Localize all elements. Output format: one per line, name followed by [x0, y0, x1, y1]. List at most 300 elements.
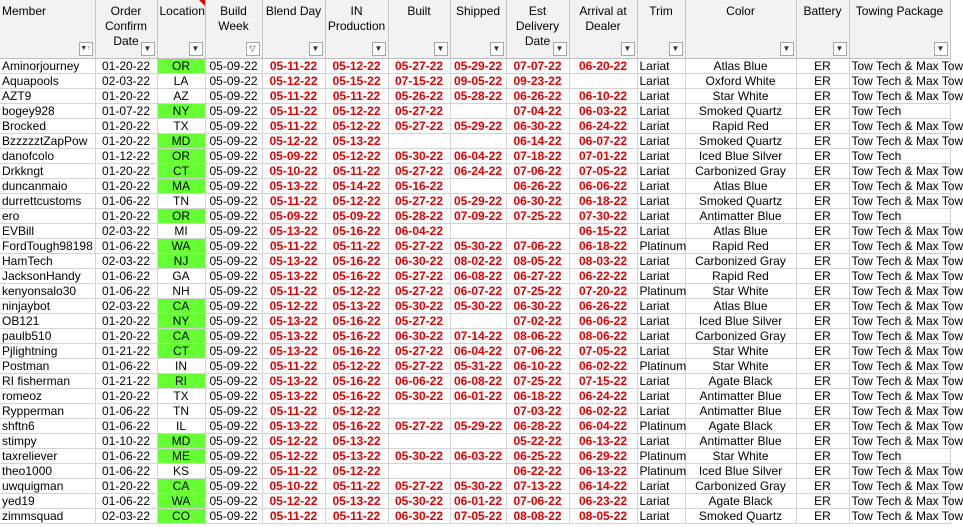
trim-cell[interactable]: Lariat — [637, 193, 685, 208]
est-delivery-cell[interactable]: 06-14-22 — [506, 133, 569, 148]
order-date-cell[interactable]: 01-20-22 — [95, 58, 157, 73]
location-cell[interactable]: IL — [157, 418, 205, 433]
blend-day-cell[interactable]: 05-13-22 — [262, 328, 325, 343]
member-cell[interactable]: theo1000 — [0, 463, 95, 478]
location-cell[interactable]: CA — [157, 298, 205, 313]
build-week-cell[interactable]: 05-09-22 — [205, 58, 262, 73]
built-cell[interactable]: 07-15-22 — [388, 73, 450, 88]
towing-package-cell[interactable]: Tow Tech & Max Tow — [849, 313, 950, 328]
location-cell[interactable]: TX — [157, 388, 205, 403]
battery-cell[interactable]: ER — [796, 433, 849, 448]
member-cell[interactable]: Rypperman — [0, 403, 95, 418]
in-production-cell[interactable]: 05-16-22 — [325, 328, 388, 343]
towing-package-cell[interactable]: Tow Tech & Max Tow — [849, 343, 950, 358]
location-cell[interactable]: CO — [157, 508, 205, 523]
blend-day-cell[interactable]: 05-13-22 — [262, 418, 325, 433]
color-cell[interactable]: Smoked Quartz — [685, 193, 796, 208]
shipped-cell[interactable]: 05-30-22 — [450, 478, 506, 493]
location-cell[interactable]: WA — [157, 493, 205, 508]
est-delivery-cell[interactable] — [506, 223, 569, 238]
build-week-cell[interactable]: 05-09-22 — [205, 268, 262, 283]
blend-day-cell[interactable]: 05-13-22 — [262, 253, 325, 268]
in-production-cell[interactable]: 05-12-22 — [325, 118, 388, 133]
trim-cell[interactable]: Lariat — [637, 103, 685, 118]
member-cell[interactable]: ninjaybot — [0, 298, 95, 313]
in-production-cell[interactable]: 05-12-22 — [325, 283, 388, 298]
blend-day-cell[interactable]: 05-11-22 — [262, 58, 325, 73]
built-cell[interactable]: 05-27-22 — [388, 343, 450, 358]
location-cell[interactable]: MD — [157, 433, 205, 448]
order-date-cell[interactable]: 01-07-22 — [95, 103, 157, 118]
blend-day-cell[interactable]: 05-11-22 — [262, 358, 325, 373]
shipped-cell[interactable]: 07-05-22 — [450, 508, 506, 523]
est-delivery-cell[interactable]: 06-27-22 — [506, 268, 569, 283]
arrival-cell[interactable]: 06-18-22 — [569, 238, 637, 253]
trim-cell[interactable]: Lariat — [637, 223, 685, 238]
arrival-cell[interactable]: 06-10-22 — [569, 88, 637, 103]
battery-cell[interactable]: ER — [796, 328, 849, 343]
order-date-cell[interactable]: 01-20-22 — [95, 88, 157, 103]
member-cell[interactable]: EVBill — [0, 223, 95, 238]
order-date-cell[interactable]: 01-20-22 — [95, 208, 157, 223]
towing-package-cell[interactable]: Tow Tech & Max Tow — [849, 73, 950, 88]
location-cell[interactable]: TN — [157, 193, 205, 208]
member-cell[interactable]: ero — [0, 208, 95, 223]
build-week-cell[interactable]: 05-09-22 — [205, 418, 262, 433]
est-delivery-cell[interactable]: 09-23-22 — [506, 73, 569, 88]
trim-cell[interactable]: Lariat — [637, 73, 685, 88]
build-week-cell[interactable]: 05-09-22 — [205, 373, 262, 388]
color-cell[interactable]: Star White — [685, 343, 796, 358]
towing-package-cell[interactable]: Tow Tech & Max Tow — [849, 163, 950, 178]
dropdown-filter-icon[interactable]: ▼ — [434, 42, 448, 56]
battery-cell[interactable]: ER — [796, 343, 849, 358]
est-delivery-cell[interactable]: 07-13-22 — [506, 478, 569, 493]
location-cell[interactable]: OR — [157, 148, 205, 163]
member-cell[interactable]: duncanmaio — [0, 178, 95, 193]
battery-cell[interactable]: ER — [796, 298, 849, 313]
member-cell[interactable]: taxreliever — [0, 448, 95, 463]
color-cell[interactable]: Iced Blue Silver — [685, 313, 796, 328]
built-cell[interactable]: 05-28-22 — [388, 208, 450, 223]
shipped-cell[interactable]: 06-08-22 — [450, 268, 506, 283]
column-header-build-week[interactable] — [205, 0, 262, 58]
order-date-cell[interactable]: 01-21-22 — [95, 343, 157, 358]
color-cell[interactable]: Carbonized Gray — [685, 328, 796, 343]
order-date-cell[interactable]: 01-10-22 — [95, 433, 157, 448]
blend-day-cell[interactable]: 05-11-22 — [262, 508, 325, 523]
arrival-cell[interactable]: 06-24-22 — [569, 388, 637, 403]
color-cell[interactable]: Star White — [685, 358, 796, 373]
color-cell[interactable]: Smoked Quartz — [685, 133, 796, 148]
shipped-cell[interactable]: 05-30-22 — [450, 238, 506, 253]
arrival-cell[interactable]: 06-29-22 — [569, 448, 637, 463]
towing-package-cell[interactable]: Tow Tech & Max Tow — [849, 403, 950, 418]
shipped-cell[interactable]: 05-28-22 — [450, 88, 506, 103]
column-header-shipped[interactable] — [450, 0, 506, 58]
towing-package-cell[interactable]: Tow Tech & Max Tow — [849, 88, 950, 103]
column-header-battery[interactable] — [796, 0, 849, 58]
towing-package-cell[interactable]: Tow Tech & Max Tow — [849, 373, 950, 388]
trim-cell[interactable]: Lariat — [637, 133, 685, 148]
trim-cell[interactable]: Lariat — [637, 298, 685, 313]
est-delivery-cell[interactable]: 07-06-22 — [506, 163, 569, 178]
blend-day-cell[interactable]: 05-11-22 — [262, 118, 325, 133]
color-cell[interactable]: Carbonized Gray — [685, 163, 796, 178]
member-cell[interactable]: Aminorjourney — [0, 58, 95, 73]
towing-package-cell[interactable]: Tow Tech & Max Tow — [849, 58, 950, 73]
trim-cell[interactable]: Platinum — [637, 238, 685, 253]
order-date-cell[interactable]: 01-21-22 — [95, 373, 157, 388]
location-cell[interactable]: NH — [157, 283, 205, 298]
location-cell[interactable]: WA — [157, 238, 205, 253]
arrival-cell[interactable]: 06-23-22 — [569, 493, 637, 508]
in-production-cell[interactable]: 05-12-22 — [325, 103, 388, 118]
arrival-cell[interactable]: 06-02-22 — [569, 403, 637, 418]
arrival-cell[interactable]: 08-05-22 — [569, 508, 637, 523]
member-cell[interactable]: Postman — [0, 358, 95, 373]
build-week-cell[interactable]: 05-09-22 — [205, 148, 262, 163]
blend-day-cell[interactable]: 05-13-22 — [262, 343, 325, 358]
order-date-cell[interactable]: 01-20-22 — [95, 328, 157, 343]
blend-day-cell[interactable]: 05-12-22 — [262, 433, 325, 448]
built-cell[interactable]: 05-27-22 — [388, 58, 450, 73]
towing-package-cell[interactable]: Tow Tech — [849, 208, 950, 223]
shipped-cell[interactable] — [450, 223, 506, 238]
est-delivery-cell[interactable]: 06-26-22 — [506, 88, 569, 103]
order-date-cell[interactable]: 01-20-22 — [95, 133, 157, 148]
dropdown-filter-icon[interactable]: ▼ — [780, 42, 794, 56]
towing-package-cell[interactable]: Tow Tech & Max Tow — [849, 253, 950, 268]
est-delivery-cell[interactable]: 06-26-22 — [506, 178, 569, 193]
build-week-cell[interactable]: 05-09-22 — [205, 448, 262, 463]
blend-day-cell[interactable]: 05-09-22 — [262, 208, 325, 223]
column-header-blend-day[interactable] — [262, 0, 325, 58]
build-week-cell[interactable]: 05-09-22 — [205, 238, 262, 253]
blend-day-cell[interactable]: 05-12-22 — [262, 448, 325, 463]
shipped-cell[interactable]: 06-04-22 — [450, 343, 506, 358]
order-date-cell[interactable]: 01-06-22 — [95, 463, 157, 478]
build-week-cell[interactable]: 05-09-22 — [205, 298, 262, 313]
trim-cell[interactable]: Lariat — [637, 148, 685, 163]
order-date-cell[interactable]: 01-06-22 — [95, 448, 157, 463]
shipped-cell[interactable] — [450, 103, 506, 118]
location-cell[interactable]: CA — [157, 478, 205, 493]
battery-cell[interactable]: ER — [796, 208, 849, 223]
est-delivery-cell[interactable]: 08-08-22 — [506, 508, 569, 523]
in-production-cell[interactable]: 05-16-22 — [325, 253, 388, 268]
towing-package-cell[interactable]: Tow Tech & Max Tow — [849, 388, 950, 403]
color-cell[interactable]: Star White — [685, 283, 796, 298]
built-cell[interactable]: 05-27-22 — [388, 418, 450, 433]
color-cell[interactable]: Antimatter Blue — [685, 208, 796, 223]
color-cell[interactable]: Rapid Red — [685, 238, 796, 253]
in-production-cell[interactable]: 05-11-22 — [325, 238, 388, 253]
order-date-cell[interactable]: 02-03-22 — [95, 298, 157, 313]
in-production-cell[interactable]: 05-15-22 — [325, 73, 388, 88]
color-cell[interactable]: Agate Black — [685, 418, 796, 433]
arrival-cell[interactable]: 07-15-22 — [569, 373, 637, 388]
est-delivery-cell[interactable]: 07-06-22 — [506, 238, 569, 253]
trim-cell[interactable]: Lariat — [637, 433, 685, 448]
arrival-cell[interactable]: 07-05-22 — [569, 163, 637, 178]
trim-cell[interactable]: Lariat — [637, 178, 685, 193]
order-date-cell[interactable]: 01-20-22 — [95, 118, 157, 133]
towing-package-cell[interactable]: Tow Tech — [849, 148, 950, 163]
dropdown-filter-icon[interactable]: ▼ — [553, 42, 567, 56]
battery-cell[interactable]: ER — [796, 268, 849, 283]
shipped-cell[interactable] — [450, 133, 506, 148]
arrival-cell[interactable]: 06-20-22 — [569, 58, 637, 73]
member-cell[interactable]: AZT9 — [0, 88, 95, 103]
built-cell[interactable]: 05-27-22 — [388, 478, 450, 493]
color-cell[interactable]: Rapid Red — [685, 268, 796, 283]
in-production-cell[interactable]: 05-14-22 — [325, 178, 388, 193]
shipped-cell[interactable] — [450, 463, 506, 478]
color-cell[interactable]: Star White — [685, 88, 796, 103]
order-date-cell[interactable]: 02-03-22 — [95, 253, 157, 268]
built-cell[interactable]: 06-30-22 — [388, 328, 450, 343]
towing-package-cell[interactable]: Tow Tech & Max Tow — [849, 418, 950, 433]
shipped-cell[interactable]: 06-01-22 — [450, 388, 506, 403]
color-cell[interactable]: Carbonized Gray — [685, 253, 796, 268]
built-cell[interactable]: 05-30-22 — [388, 298, 450, 313]
build-week-cell[interactable]: 05-09-22 — [205, 343, 262, 358]
location-cell[interactable]: CT — [157, 343, 205, 358]
in-production-cell[interactable]: 05-12-22 — [325, 148, 388, 163]
blend-day-cell[interactable]: 05-13-22 — [262, 178, 325, 193]
battery-cell[interactable]: ER — [796, 103, 849, 118]
in-production-cell[interactable]: 05-12-22 — [325, 58, 388, 73]
battery-cell[interactable]: ER — [796, 148, 849, 163]
column-header-arrival-at-dealer[interactable] — [569, 0, 637, 58]
in-production-cell[interactable]: 05-16-22 — [325, 223, 388, 238]
build-week-cell[interactable]: 05-09-22 — [205, 358, 262, 373]
est-delivery-cell[interactable]: 06-30-22 — [506, 118, 569, 133]
trim-cell[interactable]: Lariat — [637, 508, 685, 523]
built-cell[interactable] — [388, 463, 450, 478]
arrival-cell[interactable]: 07-01-22 — [569, 148, 637, 163]
battery-cell[interactable]: ER — [796, 193, 849, 208]
est-delivery-cell[interactable]: 07-02-22 — [506, 313, 569, 328]
built-cell[interactable]: 05-27-22 — [388, 268, 450, 283]
color-cell[interactable]: Iced Blue Silver — [685, 463, 796, 478]
location-cell[interactable]: AZ — [157, 88, 205, 103]
member-cell[interactable]: zimmsquad — [0, 508, 95, 523]
color-cell[interactable]: Agate Black — [685, 373, 796, 388]
build-week-cell[interactable]: 05-09-22 — [205, 208, 262, 223]
order-date-cell[interactable]: 01-06-22 — [95, 283, 157, 298]
color-cell[interactable]: Carbonized Gray — [685, 478, 796, 493]
battery-cell[interactable]: ER — [796, 478, 849, 493]
blend-day-cell[interactable]: 05-13-22 — [262, 313, 325, 328]
towing-package-cell[interactable]: Tow Tech & Max Tow — [849, 223, 950, 238]
location-cell[interactable]: IN — [157, 358, 205, 373]
in-production-cell[interactable]: 05-12-22 — [325, 463, 388, 478]
arrival-cell[interactable]: 06-03-22 — [569, 103, 637, 118]
order-date-cell[interactable]: 01-20-22 — [95, 388, 157, 403]
built-cell[interactable]: 05-27-22 — [388, 103, 450, 118]
est-delivery-cell[interactable]: 06-10-22 — [506, 358, 569, 373]
built-cell[interactable]: 05-27-22 — [388, 313, 450, 328]
built-cell[interactable] — [388, 133, 450, 148]
trim-cell[interactable]: Lariat — [637, 118, 685, 133]
battery-cell[interactable]: ER — [796, 508, 849, 523]
column-header-est-delivery-date[interactable] — [506, 0, 569, 58]
built-cell[interactable]: 06-04-22 — [388, 223, 450, 238]
in-production-cell[interactable]: 05-11-22 — [325, 478, 388, 493]
location-cell[interactable]: MI — [157, 223, 205, 238]
member-cell[interactable]: Pjlightning — [0, 343, 95, 358]
shipped-cell[interactable]: 05-29-22 — [450, 58, 506, 73]
blend-day-cell[interactable]: 05-12-22 — [262, 298, 325, 313]
order-date-cell[interactable]: 01-20-22 — [95, 163, 157, 178]
location-cell[interactable]: ME — [157, 448, 205, 463]
est-delivery-cell[interactable]: 08-05-22 — [506, 253, 569, 268]
in-production-cell[interactable]: 05-13-22 — [325, 133, 388, 148]
in-production-cell[interactable]: 05-16-22 — [325, 313, 388, 328]
column-header-towing-package[interactable] — [849, 0, 950, 58]
trim-cell[interactable]: Lariat — [637, 493, 685, 508]
blend-day-cell[interactable]: 05-11-22 — [262, 103, 325, 118]
in-production-cell[interactable]: 05-12-22 — [325, 358, 388, 373]
battery-cell[interactable]: ER — [796, 133, 849, 148]
order-date-cell[interactable]: 01-20-22 — [95, 178, 157, 193]
color-cell[interactable]: Oxford White — [685, 73, 796, 88]
shipped-cell[interactable]: 06-07-22 — [450, 283, 506, 298]
location-cell[interactable]: GA — [157, 268, 205, 283]
build-week-cell[interactable]: 05-09-22 — [205, 508, 262, 523]
towing-package-cell[interactable]: Tow Tech & Max Tow — [849, 238, 950, 253]
battery-cell[interactable]: ER — [796, 403, 849, 418]
shipped-cell[interactable]: 05-30-22 — [450, 298, 506, 313]
shipped-cell[interactable]: 06-04-22 — [450, 148, 506, 163]
est-delivery-cell[interactable]: 06-25-22 — [506, 448, 569, 463]
order-date-cell[interactable]: 01-06-22 — [95, 268, 157, 283]
color-cell[interactable]: Atlas Blue — [685, 223, 796, 238]
arrival-cell[interactable]: 06-14-22 — [569, 478, 637, 493]
location-cell[interactable]: OR — [157, 208, 205, 223]
battery-cell[interactable]: ER — [796, 58, 849, 73]
shipped-cell[interactable]: 06-01-22 — [450, 493, 506, 508]
built-cell[interactable]: 06-06-22 — [388, 373, 450, 388]
dropdown-filter-icon[interactable]: ▼ — [669, 42, 683, 56]
trim-cell[interactable]: Lariat — [637, 403, 685, 418]
built-cell[interactable]: 05-27-22 — [388, 118, 450, 133]
towing-package-cell[interactable]: Tow Tech & Max Tow — [849, 358, 950, 373]
blend-day-cell[interactable]: 05-11-22 — [262, 463, 325, 478]
member-cell[interactable]: FordTough98198 — [0, 238, 95, 253]
location-cell[interactable]: TN — [157, 403, 205, 418]
color-cell[interactable]: Iced Blue Silver — [685, 148, 796, 163]
towing-package-cell[interactable]: Tow Tech & Max Tow — [849, 268, 950, 283]
member-cell[interactable]: JacksonHandy — [0, 268, 95, 283]
built-cell[interactable]: 05-30-22 — [388, 493, 450, 508]
built-cell[interactable] — [388, 433, 450, 448]
member-cell[interactable]: romeoz — [0, 388, 95, 403]
in-production-cell[interactable]: 05-11-22 — [325, 163, 388, 178]
location-cell[interactable]: NY — [157, 103, 205, 118]
build-week-cell[interactable]: 05-09-22 — [205, 463, 262, 478]
column-header-in-production[interactable] — [325, 0, 388, 58]
member-cell[interactable]: Brocked — [0, 118, 95, 133]
member-cell[interactable]: yed19 — [0, 493, 95, 508]
built-cell[interactable]: 05-27-22 — [388, 163, 450, 178]
location-cell[interactable]: MD — [157, 133, 205, 148]
blend-day-cell[interactable]: 05-12-22 — [262, 493, 325, 508]
sort-filter-icon[interactable]: ▼↑ — [79, 42, 93, 56]
trim-cell[interactable]: Platinum — [637, 418, 685, 433]
towing-package-cell[interactable]: Tow Tech & Max Tow — [849, 133, 950, 148]
member-cell[interactable]: paulb510 — [0, 328, 95, 343]
in-production-cell[interactable]: 05-13-22 — [325, 493, 388, 508]
color-cell[interactable]: Atlas Blue — [685, 298, 796, 313]
est-delivery-cell[interactable]: 07-18-22 — [506, 148, 569, 163]
shipped-cell[interactable] — [450, 178, 506, 193]
order-date-cell[interactable]: 01-06-22 — [95, 358, 157, 373]
towing-package-cell[interactable]: Tow Tech & Max Tow — [849, 283, 950, 298]
member-cell[interactable]: Aquapools — [0, 73, 95, 88]
battery-cell[interactable]: ER — [796, 493, 849, 508]
blend-day-cell[interactable]: 05-11-22 — [262, 403, 325, 418]
blend-day-cell[interactable]: 05-12-22 — [262, 133, 325, 148]
build-week-cell[interactable]: 05-09-22 — [205, 478, 262, 493]
arrival-cell[interactable]: 06-02-22 — [569, 358, 637, 373]
arrival-cell[interactable]: 06-07-22 — [569, 133, 637, 148]
built-cell[interactable]: 05-27-22 — [388, 238, 450, 253]
battery-cell[interactable]: ER — [796, 73, 849, 88]
trim-cell[interactable]: Lariat — [637, 58, 685, 73]
est-delivery-cell[interactable]: 06-22-22 — [506, 463, 569, 478]
column-header-location[interactable] — [157, 0, 205, 58]
battery-cell[interactable]: ER — [796, 373, 849, 388]
built-cell[interactable]: 05-30-22 — [388, 388, 450, 403]
built-cell[interactable]: 05-16-22 — [388, 178, 450, 193]
member-cell[interactable]: durrettcustoms — [0, 193, 95, 208]
est-delivery-cell[interactable]: 07-25-22 — [506, 208, 569, 223]
trim-cell[interactable]: Lariat — [637, 388, 685, 403]
build-week-cell[interactable]: 05-09-22 — [205, 388, 262, 403]
member-cell[interactable]: uwquigman — [0, 478, 95, 493]
location-cell[interactable]: RI — [157, 373, 205, 388]
member-cell[interactable]: danofcolo — [0, 148, 95, 163]
in-production-cell[interactable]: 05-16-22 — [325, 268, 388, 283]
arrival-cell[interactable]: 08-06-22 — [569, 328, 637, 343]
battery-cell[interactable]: ER — [796, 463, 849, 478]
build-week-cell[interactable]: 05-09-22 — [205, 163, 262, 178]
blend-day-cell[interactable]: 05-09-22 — [262, 148, 325, 163]
location-cell[interactable]: NJ — [157, 253, 205, 268]
location-cell[interactable]: OR — [157, 58, 205, 73]
est-delivery-cell[interactable]: 07-03-22 — [506, 403, 569, 418]
dropdown-filter-icon[interactable]: ▼ — [490, 42, 504, 56]
in-production-cell[interactable]: 05-09-22 — [325, 208, 388, 223]
shipped-cell[interactable]: 05-29-22 — [450, 193, 506, 208]
built-cell[interactable]: 05-30-22 — [388, 148, 450, 163]
blend-day-cell[interactable]: 05-11-22 — [262, 238, 325, 253]
arrival-cell[interactable]: 06-24-22 — [569, 118, 637, 133]
battery-cell[interactable]: ER — [796, 163, 849, 178]
arrival-cell[interactable]: 06-26-22 — [569, 298, 637, 313]
build-week-cell[interactable]: 05-09-22 — [205, 118, 262, 133]
location-cell[interactable]: KS — [157, 463, 205, 478]
order-date-cell[interactable]: 02-03-22 — [95, 223, 157, 238]
member-cell[interactable]: BzzzzztZapPow — [0, 133, 95, 148]
est-delivery-cell[interactable]: 07-06-22 — [506, 343, 569, 358]
towing-package-cell[interactable]: Tow Tech & Max Tow — [849, 478, 950, 493]
trim-cell[interactable]: Lariat — [637, 343, 685, 358]
trim-cell[interactable]: Lariat — [637, 478, 685, 493]
